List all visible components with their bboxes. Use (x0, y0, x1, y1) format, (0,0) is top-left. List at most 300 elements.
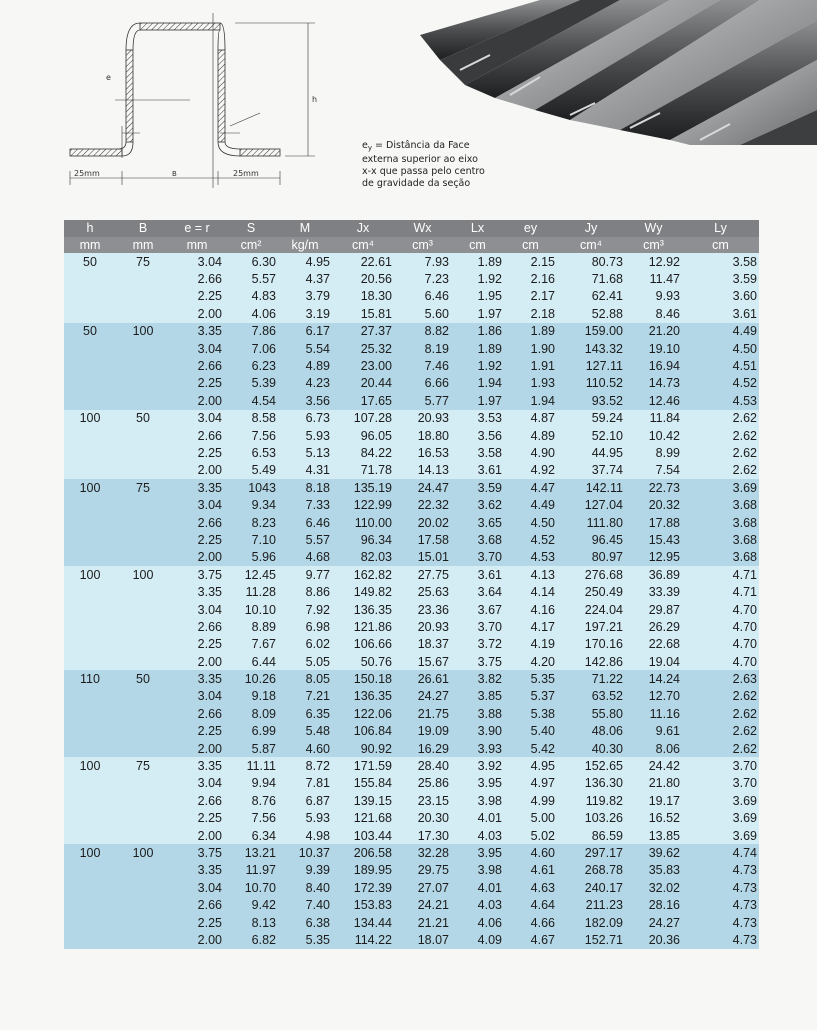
cell-s: 6.82 (224, 931, 278, 948)
cell-b (116, 862, 170, 879)
cell-ey: 4.49 (504, 496, 557, 513)
table-header-row (64, 220, 759, 237)
cell-wy: 16.52 (625, 810, 682, 827)
cell-s: 8.23 (224, 514, 278, 531)
cell-e: 2.66 (170, 618, 224, 635)
cell-jx: 50.76 (332, 653, 394, 670)
table-row (64, 427, 759, 444)
cell-b (116, 827, 170, 844)
cell-wy: 8.46 (625, 305, 682, 322)
cell-e: 3.04 (170, 775, 224, 792)
table-row (64, 670, 759, 687)
table-row (64, 775, 759, 792)
cell-m: 5.93 (278, 427, 332, 444)
table-row (64, 479, 759, 496)
cell-ly: 3.70 (682, 757, 759, 774)
cell-h (64, 270, 116, 287)
cell-jy: 276.68 (557, 566, 625, 583)
cell-ly: 3.69 (682, 792, 759, 809)
cell-ly: 3.69 (682, 479, 759, 496)
cell-wy: 11.84 (625, 410, 682, 427)
cell-jx: 20.56 (332, 270, 394, 287)
cell-ly: 4.73 (682, 879, 759, 896)
cell-h: 100 (64, 479, 116, 496)
cell-wy: 20.36 (625, 931, 682, 948)
cell-ey: 5.00 (504, 810, 557, 827)
cell-wy: 19.04 (625, 653, 682, 670)
profile-group (64, 479, 759, 566)
cell-wy: 14.24 (625, 670, 682, 687)
label-flange-right: 25mm (233, 169, 259, 178)
table-row (64, 810, 759, 827)
cell-m: 5.35 (278, 931, 332, 948)
cell-e: 3.75 (170, 566, 224, 583)
note-line-3: x-x que passa pelo centro (362, 166, 485, 177)
cell-h (64, 896, 116, 913)
cell-jy: 37.74 (557, 462, 625, 479)
right-flange (240, 149, 280, 156)
unit-lx: cm (451, 237, 504, 253)
cell-m: 4.95 (278, 253, 332, 270)
cell-jy: 110.52 (557, 375, 625, 392)
cell-e: 2.00 (170, 827, 224, 844)
cell-s: 7.56 (224, 810, 278, 827)
cell-ey: 1.93 (504, 375, 557, 392)
cell-b (116, 427, 170, 444)
cell-h (64, 827, 116, 844)
cell-h (64, 305, 116, 322)
cell-lx: 3.82 (451, 670, 504, 687)
cell-s: 10.26 (224, 670, 278, 687)
cell-wy: 21.20 (625, 323, 682, 340)
cell-b (116, 775, 170, 792)
cell-m: 4.98 (278, 827, 332, 844)
cell-ly: 3.70 (682, 775, 759, 792)
cell-jx: 114.22 (332, 931, 394, 948)
cell-s: 8.58 (224, 410, 278, 427)
table-row (64, 462, 759, 479)
cell-s: 9.18 (224, 688, 278, 705)
cell-wx: 22.32 (394, 496, 451, 513)
cell-wy: 36.89 (625, 566, 682, 583)
cell-lx: 1.89 (451, 340, 504, 357)
table-row (64, 723, 759, 740)
cell-jy: 44.95 (557, 444, 625, 461)
cell-ey: 4.89 (504, 427, 557, 444)
cell-ly: 4.73 (682, 896, 759, 913)
cell-h (64, 514, 116, 531)
cell-s: 6.99 (224, 723, 278, 740)
cell-wy: 33.39 (625, 583, 682, 600)
cell-wx: 32.28 (394, 844, 451, 861)
cell-ey: 4.20 (504, 653, 557, 670)
cell-jx: 134.44 (332, 914, 394, 931)
cell-ly: 3.68 (682, 514, 759, 531)
table-row (64, 862, 759, 879)
cell-h (64, 775, 116, 792)
cell-m: 10.37 (278, 844, 332, 861)
cell-e: 2.00 (170, 305, 224, 322)
cell-h: 100 (64, 566, 116, 583)
cell-e: 3.35 (170, 479, 224, 496)
cell-ly: 4.53 (682, 392, 759, 409)
cell-wx: 18.07 (394, 931, 451, 948)
cell-s: 8.76 (224, 792, 278, 809)
cell-h (64, 931, 116, 948)
cell-jx: 153.83 (332, 896, 394, 913)
unit-wy: cm³ (625, 237, 682, 253)
cell-b (116, 810, 170, 827)
cell-ey: 4.53 (504, 549, 557, 566)
cell-m: 6.98 (278, 618, 332, 635)
cell-s: 6.30 (224, 253, 278, 270)
cell-wy: 17.88 (625, 514, 682, 531)
cell-s: 5.49 (224, 462, 278, 479)
cell-lx: 1.89 (451, 253, 504, 270)
cell-s: 8.13 (224, 914, 278, 931)
table-row (64, 514, 759, 531)
profile-cross-section-diagram (60, 8, 360, 198)
cell-wy: 24.27 (625, 914, 682, 931)
cell-e: 2.00 (170, 392, 224, 409)
cell-e: 2.66 (170, 514, 224, 531)
cell-m: 6.38 (278, 914, 332, 931)
profile-group (64, 253, 759, 323)
cell-wx: 21.21 (394, 914, 451, 931)
cell-jy: 111.80 (557, 514, 625, 531)
cell-jy: 136.30 (557, 775, 625, 792)
cell-b (116, 288, 170, 305)
cell-m: 4.60 (278, 740, 332, 757)
cell-e: 3.04 (170, 601, 224, 618)
cell-m: 3.79 (278, 288, 332, 305)
cell-ly: 2.62 (682, 740, 759, 757)
left-flange (70, 149, 122, 156)
cell-ey: 4.90 (504, 444, 557, 461)
cell-jx: 110.00 (332, 514, 394, 531)
cell-m: 3.56 (278, 392, 332, 409)
cell-jy: 143.32 (557, 340, 625, 357)
profile-group (64, 566, 759, 670)
cell-wx: 14.13 (394, 462, 451, 479)
cell-lx: 1.95 (451, 288, 504, 305)
cell-wx: 25.86 (394, 775, 451, 792)
unit-b: mm (116, 237, 170, 253)
cell-ey: 2.18 (504, 305, 557, 322)
cell-jy: 96.45 (557, 531, 625, 548)
cell-jx: 122.99 (332, 496, 394, 513)
cell-ly: 4.74 (682, 844, 759, 861)
table-row (64, 444, 759, 461)
cell-jy: 93.52 (557, 392, 625, 409)
cell-wy: 28.16 (625, 896, 682, 913)
cell-lx: 3.61 (451, 462, 504, 479)
cell-h: 50 (64, 323, 116, 340)
cell-jx: 103.44 (332, 827, 394, 844)
cell-jy: 152.71 (557, 931, 625, 948)
table-row (64, 688, 759, 705)
cell-jy: 55.80 (557, 705, 625, 722)
table-row (64, 653, 759, 670)
cell-ey: 4.97 (504, 775, 557, 792)
table-row (64, 270, 759, 287)
cell-h (64, 531, 116, 548)
cell-lx: 3.65 (451, 514, 504, 531)
profile-group (64, 410, 759, 480)
cell-m: 9.39 (278, 862, 332, 879)
cell-jx: 23.00 (332, 357, 394, 374)
cell-b (116, 723, 170, 740)
cell-wy: 8.99 (625, 444, 682, 461)
cell-lx: 3.98 (451, 862, 504, 879)
cell-ey: 4.99 (504, 792, 557, 809)
cell-ly: 3.69 (682, 827, 759, 844)
cell-b (116, 636, 170, 653)
cell-jx: 82.03 (332, 549, 394, 566)
cell-jx: 96.34 (332, 531, 394, 548)
cell-jx: 18.30 (332, 288, 394, 305)
cell-h (64, 462, 116, 479)
cell-b (116, 740, 170, 757)
cell-e: 2.00 (170, 549, 224, 566)
col-header-jx: Jx (332, 220, 394, 237)
cell-m: 6.02 (278, 636, 332, 653)
label-flange-left: 25mm (74, 169, 100, 178)
cell-h (64, 618, 116, 635)
cell-jy: 63.52 (557, 688, 625, 705)
cell-b (116, 444, 170, 461)
cell-m: 4.68 (278, 549, 332, 566)
cell-h (64, 601, 116, 618)
cell-jx: 17.65 (332, 392, 394, 409)
cell-m: 5.05 (278, 653, 332, 670)
cell-s: 9.42 (224, 896, 278, 913)
cell-ey: 4.19 (504, 636, 557, 653)
cell-wy: 19.17 (625, 792, 682, 809)
cell-h (64, 636, 116, 653)
cell-wx: 7.93 (394, 253, 451, 270)
cell-ey: 1.94 (504, 392, 557, 409)
cell-h (64, 496, 116, 513)
cell-lx: 3.64 (451, 583, 504, 600)
cell-ly: 2.62 (682, 410, 759, 427)
cell-wx: 20.93 (394, 618, 451, 635)
cell-s: 5.87 (224, 740, 278, 757)
note-line-2: externa superior ao eixo (362, 154, 478, 165)
table-row (64, 583, 759, 600)
cell-m: 4.31 (278, 462, 332, 479)
cell-lx: 3.88 (451, 705, 504, 722)
table-row (64, 288, 759, 305)
cell-e: 2.25 (170, 531, 224, 548)
cell-jx: 135.19 (332, 479, 394, 496)
cell-wy: 13.85 (625, 827, 682, 844)
table-row (64, 323, 759, 340)
cell-s: 8.89 (224, 618, 278, 635)
cell-lx: 4.09 (451, 931, 504, 948)
table-row (64, 357, 759, 374)
cell-b (116, 879, 170, 896)
cell-ly: 2.62 (682, 427, 759, 444)
cell-m: 6.87 (278, 792, 332, 809)
cell-e: 2.66 (170, 270, 224, 287)
note-text-1: Distância da Face (386, 140, 470, 151)
cell-b (116, 340, 170, 357)
cell-e: 3.35 (170, 757, 224, 774)
table-row (64, 705, 759, 722)
table-row (64, 931, 759, 948)
cell-ly: 2.62 (682, 688, 759, 705)
table-row (64, 879, 759, 896)
cell-b (116, 653, 170, 670)
cell-m: 7.40 (278, 896, 332, 913)
cell-b (116, 462, 170, 479)
cell-m: 9.77 (278, 566, 332, 583)
cell-s: 11.97 (224, 862, 278, 879)
cell-lx: 3.53 (451, 410, 504, 427)
cell-wy: 20.32 (625, 496, 682, 513)
cell-lx: 3.95 (451, 844, 504, 861)
table-row (64, 375, 759, 392)
cell-jy: 152.65 (557, 757, 625, 774)
cell-wx: 17.58 (394, 531, 451, 548)
cell-h (64, 792, 116, 809)
cell-jy: 182.09 (557, 914, 625, 931)
cell-m: 7.81 (278, 775, 332, 792)
cell-wx: 29.75 (394, 862, 451, 879)
cell-wx: 8.19 (394, 340, 451, 357)
cell-ly: 4.71 (682, 583, 759, 600)
cell-h (64, 549, 116, 566)
cell-wy: 26.29 (625, 618, 682, 635)
cell-b (116, 305, 170, 322)
cell-wy: 11.47 (625, 270, 682, 287)
cell-e: 3.04 (170, 688, 224, 705)
cell-wx: 23.15 (394, 792, 451, 809)
cell-ly: 4.70 (682, 653, 759, 670)
cell-jy: 142.86 (557, 653, 625, 670)
profile-properties-table (64, 220, 759, 949)
cell-b (116, 549, 170, 566)
cell-e: 2.25 (170, 375, 224, 392)
cell-jy: 119.82 (557, 792, 625, 809)
cell-s: 6.53 (224, 444, 278, 461)
cell-jx: 22.61 (332, 253, 394, 270)
cell-h (64, 583, 116, 600)
cell-b: 50 (116, 670, 170, 687)
cell-m: 8.18 (278, 479, 332, 496)
cell-ly: 4.70 (682, 636, 759, 653)
cell-e: 2.66 (170, 357, 224, 374)
cell-m: 7.21 (278, 688, 332, 705)
cell-wy: 7.54 (625, 462, 682, 479)
cell-ly: 2.63 (682, 670, 759, 687)
cell-jx: 155.84 (332, 775, 394, 792)
cell-jx: 206.58 (332, 844, 394, 861)
cell-ey: 4.63 (504, 879, 557, 896)
cell-lx: 3.75 (451, 653, 504, 670)
cell-wx: 17.30 (394, 827, 451, 844)
cell-ey: 4.92 (504, 462, 557, 479)
table-row (64, 827, 759, 844)
cell-s: 10.10 (224, 601, 278, 618)
cell-jx: 136.35 (332, 601, 394, 618)
unit-e: mm (170, 237, 224, 253)
cell-jx: 96.05 (332, 427, 394, 444)
cell-b (116, 618, 170, 635)
cell-h: 100 (64, 410, 116, 427)
ey-subscript: y (367, 144, 373, 152)
cell-s: 5.57 (224, 270, 278, 287)
cell-jx: 189.95 (332, 862, 394, 879)
cell-e: 3.04 (170, 496, 224, 513)
cell-jy: 268.78 (557, 862, 625, 879)
cell-wy: 35.83 (625, 862, 682, 879)
cell-e: 2.66 (170, 896, 224, 913)
cell-ey: 4.52 (504, 531, 557, 548)
cell-wy: 22.68 (625, 636, 682, 653)
cell-h: 100 (64, 757, 116, 774)
cell-ey: 4.14 (504, 583, 557, 600)
cell-m: 3.19 (278, 305, 332, 322)
cell-s: 7.86 (224, 323, 278, 340)
cell-jy: 127.04 (557, 496, 625, 513)
table-row (64, 549, 759, 566)
table-row (64, 844, 759, 861)
unit-ey: cm (504, 237, 557, 253)
cell-wx: 5.77 (394, 392, 451, 409)
profile-group (64, 757, 759, 844)
table-row (64, 531, 759, 548)
cell-lx: 1.97 (451, 305, 504, 322)
cell-wx: 23.36 (394, 601, 451, 618)
cell-wy: 9.61 (625, 723, 682, 740)
cell-s: 6.34 (224, 827, 278, 844)
cell-wx: 20.02 (394, 514, 451, 531)
cell-jx: 171.59 (332, 757, 394, 774)
cell-ly: 4.73 (682, 862, 759, 879)
cell-lx: 3.67 (451, 601, 504, 618)
cell-wx: 6.46 (394, 288, 451, 305)
cell-wx: 26.61 (394, 670, 451, 687)
cell-wx: 20.93 (394, 410, 451, 427)
steel-profiles-photo (420, 0, 817, 145)
cell-wy: 16.94 (625, 357, 682, 374)
cell-lx: 4.03 (451, 896, 504, 913)
cell-wy: 12.46 (625, 392, 682, 409)
cell-wx: 15.01 (394, 549, 451, 566)
cell-b: 75 (116, 479, 170, 496)
cell-wy: 12.95 (625, 549, 682, 566)
cell-lx: 1.94 (451, 375, 504, 392)
cell-e: 3.04 (170, 879, 224, 896)
cell-lx: 1.97 (451, 392, 504, 409)
cell-lx: 1.86 (451, 323, 504, 340)
cell-wy: 22.73 (625, 479, 682, 496)
cell-b (116, 270, 170, 287)
cell-b (116, 792, 170, 809)
cell-e: 3.04 (170, 410, 224, 427)
cell-e: 2.25 (170, 444, 224, 461)
unit-wx: cm³ (394, 237, 451, 253)
cell-ey: 1.91 (504, 357, 557, 374)
cell-h (64, 427, 116, 444)
cell-lx: 3.62 (451, 496, 504, 513)
cell-b (116, 914, 170, 931)
table-row (64, 410, 759, 427)
cell-m: 5.13 (278, 444, 332, 461)
unit-m: kg/m (278, 237, 332, 253)
